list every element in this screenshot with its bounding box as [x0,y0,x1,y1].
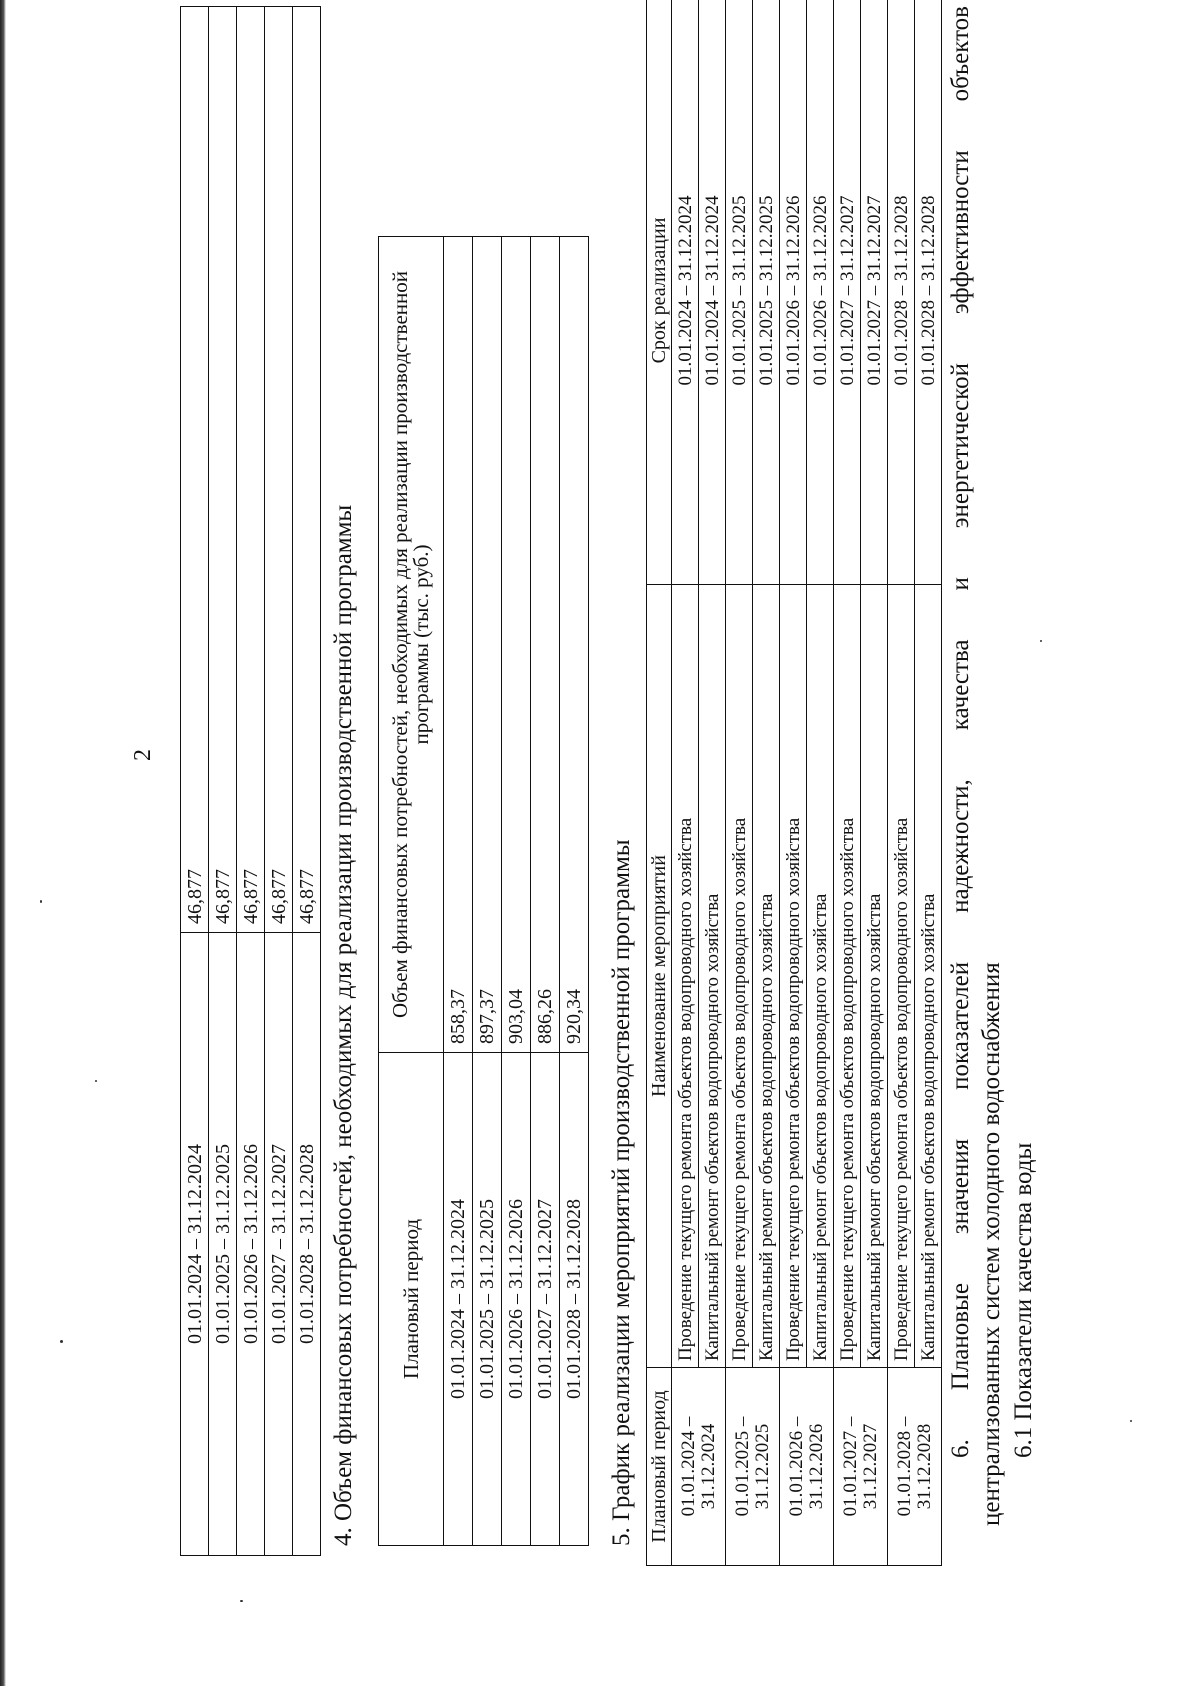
period-cell: 01.01.2027 – 31.12.2027 [531,1053,560,1546]
term-cell: 01.01.2025 – 31.12.2025 [753,0,780,585]
term-cell: 01.01.2024 – 31.12.2024 [699,0,726,585]
period-end: 31.12.2025 [751,1423,773,1510]
activity-name-cell: Проведение текущего ремонта объектов водопроводного хозяйства [726,585,753,1368]
activity-name-cell: Капитальный ремонт объектов водопроводного хозяйства [861,585,888,1368]
table-row [473,237,502,1546]
name-header: Наименование мероприятий [647,585,672,1368]
scan-speck [240,1600,243,1602]
table-header-row [647,0,672,1566]
value-cell: 46,877 [181,7,209,933]
volume-header: Объем финансовых потребностей, необходимых для реализации производственной программы (тыс. руб.) [379,237,444,1053]
table-row [560,237,589,1546]
term-cell: 01.01.2027 – 31.12.2027 [861,0,888,585]
period-cell: 01.01.2025 – 31.12.2025 [209,933,237,1556]
value-cell: 886,26 [531,237,560,1053]
period-cell: 01.01.2024 – 31.12.2024 [444,1053,473,1546]
table-row [753,0,780,1566]
table-header-row [379,237,444,1546]
term-cell: 01.01.2028 – 31.12.2028 [888,0,915,585]
activity-name-cell: Капитальный ремонт объектов водопроводного хозяйства [807,585,834,1368]
period-cell [726,1368,780,1566]
value-cell: 46,877 [237,7,265,933]
term-cell: 01.01.2026 – 31.12.2026 [780,0,807,585]
activity-name-cell: Проведение текущего ремонта объектов водопроводного хозяйства [672,585,699,1368]
table-row [444,237,473,1546]
activity-name-cell: Капитальный ремонт объектов водопроводного хозяйства [753,585,780,1368]
table-row [502,237,531,1546]
scan-speck [40,900,42,903]
table-row [181,7,209,1556]
table-row [834,0,861,1566]
period-end: 31.12.2026 [805,1423,827,1510]
period-start: 01.01.2026 – [785,1416,807,1517]
period-end: 31.12.2027 [859,1423,881,1510]
table-row [726,0,753,1566]
term-cell: 01.01.2026 – 31.12.2026 [807,0,834,585]
period-cell [834,1368,888,1566]
table-row [293,7,321,1556]
period-cell: 01.01.2026 – 31.12.2026 [502,1053,531,1546]
period-start: 01.01.2028 – [893,1416,915,1517]
schedule-table [646,0,942,1566]
period-cell [672,1368,726,1566]
term-cell: 01.01.2024 – 31.12.2024 [672,0,699,585]
value-cell: 903,04 [502,237,531,1053]
period-cell: 01.01.2024 – 31.12.2024 [181,933,209,1556]
value-cell: 897,37 [473,237,502,1053]
continued-table [180,6,321,1556]
period-cell [780,1368,834,1566]
table-row [209,7,237,1556]
section-5-heading: 5. График реализации мероприятий производственной программы [608,839,635,1546]
table-row [265,7,293,1556]
period-cell [888,1368,942,1566]
table-row [888,0,915,1566]
activity-name-cell: Проведение текущего ремонта объектов водопроводного хозяйства [888,585,915,1368]
scan-speck [1040,640,1042,642]
table-row [672,0,699,1566]
term-cell: 01.01.2028 – 31.12.2028 [915,0,942,585]
period-cell: 01.01.2028 – 31.12.2028 [293,933,321,1556]
table-row [699,0,726,1566]
period-header: Плановый период [379,1053,444,1546]
subsection-6-1-heading: 6.1 Показатели качества воды [1010,1142,1037,1458]
period-start: 01.01.2025 – [731,1416,753,1517]
value-cell: 920,34 [560,237,589,1053]
table-row [531,237,560,1546]
table-row [861,0,888,1566]
period-cell: 01.01.2025 – 31.12.2025 [473,1053,502,1546]
period-cell: 01.01.2026 – 31.12.2026 [237,933,265,1556]
value-cell: 46,877 [265,7,293,933]
term-cell: 01.01.2025 – 31.12.2025 [726,0,753,585]
period-end: 31.12.2028 [913,1423,935,1510]
value-cell: 858,37 [444,237,473,1053]
term-header: Срок реализации [647,0,672,585]
activity-name-cell: Капитальный ремонт объектов водопроводного хозяйства [699,585,726,1368]
term-cell: 01.01.2027 – 31.12.2027 [834,0,861,585]
period-cell: 01.01.2027 – 31.12.2027 [265,933,293,1556]
period-header: Плановый период [647,1368,672,1566]
value-cell: 46,877 [293,7,321,933]
scan-speck [1130,1420,1132,1422]
period-cell: 01.01.2028 – 31.12.2028 [560,1053,589,1546]
table-row [780,0,807,1566]
table-row [807,0,834,1566]
section-6-title-line-1: 6. Плановые значения показателей надежности, качества и энергетической эффективности объектов [947,6,974,1458]
scan-speck [95,1080,97,1082]
period-end: 31.12.2024 [697,1423,719,1510]
period-start: 01.01.2024 – [677,1416,699,1517]
section-6-heading [945,6,1008,1526]
section-6-title-line-2: централизованных систем холодного водоснабжения [978,962,1006,1526]
scan-speck [60,1340,63,1343]
page-number: 2 [130,749,156,761]
table-row [915,0,942,1566]
activity-name-cell: Проведение текущего ремонта объектов водопроводного хозяйства [834,585,861,1368]
period-start: 01.01.2027 – [839,1416,861,1517]
table-row [237,7,265,1556]
activity-name-cell: Капитальный ремонт объектов водопроводного хозяйства [915,585,942,1368]
activity-name-cell: Проведение текущего ремонта объектов водопроводного хозяйства [780,585,807,1368]
financial-needs-table [378,236,589,1546]
value-cell: 46,877 [209,7,237,933]
section-4-heading: 4. Объем финансовых потребностей, необходимых для реализации производственной программы [330,504,357,1546]
